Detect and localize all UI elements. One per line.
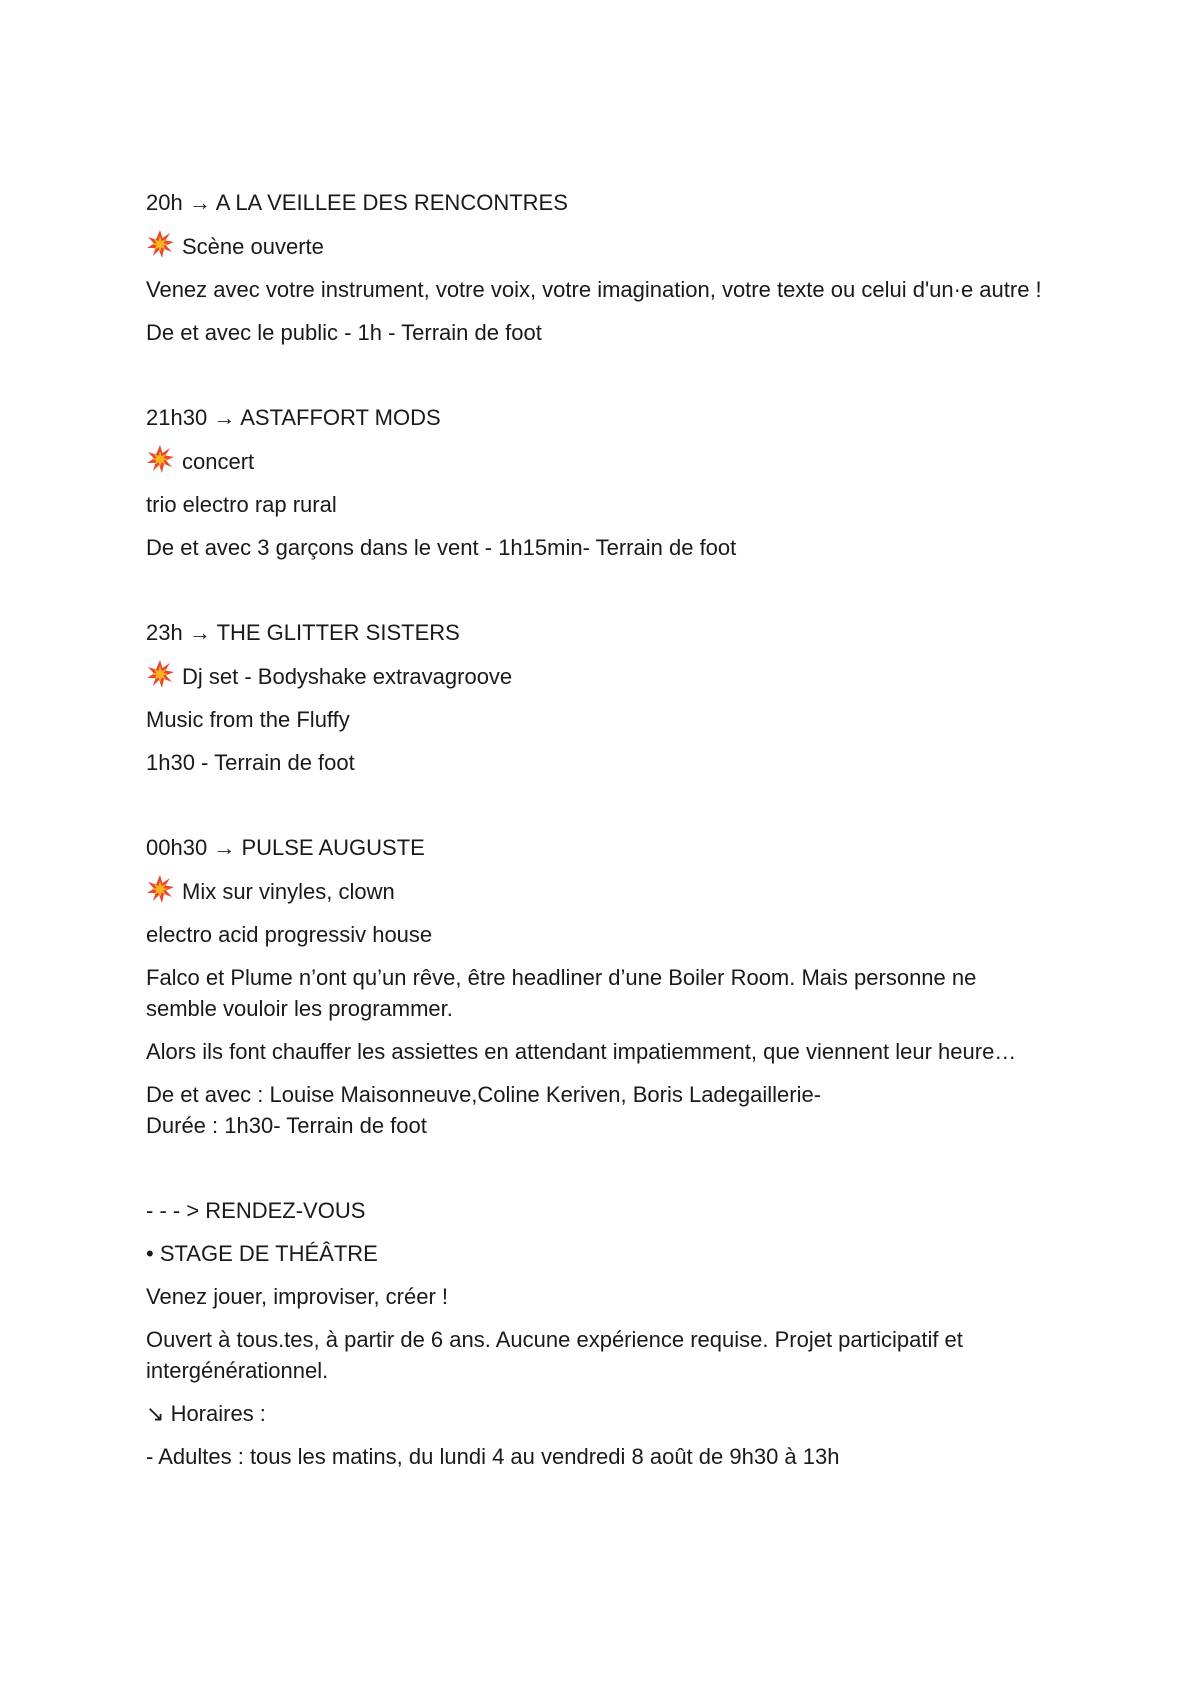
section-text: Alors ils font chauffer les assiettes en attendant impatiemment, que viennent leur heure… xyxy=(146,1039,1017,1064)
section-kind: Scène ouverte xyxy=(146,230,1046,262)
section-text: electro acid progressiv house xyxy=(146,922,433,947)
stage-tagline: Venez jouer, improviser, créer ! xyxy=(146,1284,449,1309)
program-section xyxy=(146,187,1046,348)
right-arrow-icon: → xyxy=(188,620,211,645)
section-heading xyxy=(146,187,1046,218)
collision-icon xyxy=(146,230,174,258)
section-text: De et avec 3 garçons dans le vent - 1h15min- Terrain de foot xyxy=(146,535,737,560)
section-text: Music from the Fluffy xyxy=(146,707,350,732)
stage-title: • STAGE DE THÉÂTRE xyxy=(146,1241,378,1266)
section-time: 20h xyxy=(146,190,183,215)
program-section xyxy=(146,832,1046,1141)
section-time: 23h xyxy=(146,620,183,645)
program-section xyxy=(146,402,1046,563)
south-east-arrow-icon: ↘ xyxy=(146,1401,165,1426)
collision-icon xyxy=(146,445,174,473)
section-title: PULSE AUGUSTE xyxy=(241,835,425,860)
right-arrow-icon: → xyxy=(213,835,236,860)
section-heading xyxy=(146,832,1046,863)
section-kind: concert xyxy=(146,445,1046,477)
section-time: 21h30 xyxy=(146,405,208,430)
bullet-icon: • xyxy=(146,1241,154,1266)
stage-description: Ouvert à tous.tes, à partir de 6 ans. Aucune expérience requise. Projet participatif et intergénérationnel. xyxy=(146,1327,963,1383)
section-text: trio electro rap rural xyxy=(146,492,337,517)
section-title: A LA VEILLEE DES RENCONTRES xyxy=(215,190,568,215)
section-title: ASTAFFORT MODS xyxy=(240,405,441,430)
program-content xyxy=(146,187,1046,1472)
section-time: 00h30 xyxy=(146,835,208,860)
schedule-label: ↘ Horaires : xyxy=(146,1401,266,1426)
section-heading xyxy=(146,617,1046,648)
section-text: Falco et Plume n’ont qu’un rêve, être headliner d’une Boiler Room. Mais personne ne semble vouloir les programmer. xyxy=(146,965,977,1021)
section-text: De et avec le public - 1h - Terrain de foot xyxy=(146,320,542,345)
right-arrow-icon: → xyxy=(213,405,236,430)
rendezvous-section xyxy=(146,1195,1046,1472)
program-section xyxy=(146,617,1046,778)
section-duration: Durée : 1h30- Terrain de foot xyxy=(146,1113,427,1138)
section-credits: De et avec : Louise Maisonneuve,Coline Keriven, Boris Ladegaillerie- xyxy=(146,1082,822,1107)
collision-icon xyxy=(146,660,174,688)
rendezvous-heading: - - - > RENDEZ-VOUS xyxy=(146,1198,366,1223)
section-heading xyxy=(146,402,1046,433)
schedule-item: - Adultes : tous les matins, du lundi 4 au vendredi 8 août de 9h30 à 13h xyxy=(146,1444,840,1469)
section-text: 1h30 - Terrain de foot xyxy=(146,750,355,775)
section-text: Venez avec votre instrument, votre voix, votre imagination, votre texte ou celui d'un·e autre ! xyxy=(146,277,1042,302)
section-kind: Dj set - Bodyshake extravagroove xyxy=(146,660,1046,692)
collision-icon xyxy=(146,875,174,903)
right-arrow-icon: → xyxy=(188,190,211,215)
section-kind: Mix sur vinyles, clown xyxy=(146,875,1046,907)
section-title: THE GLITTER SISTERS xyxy=(216,620,460,645)
